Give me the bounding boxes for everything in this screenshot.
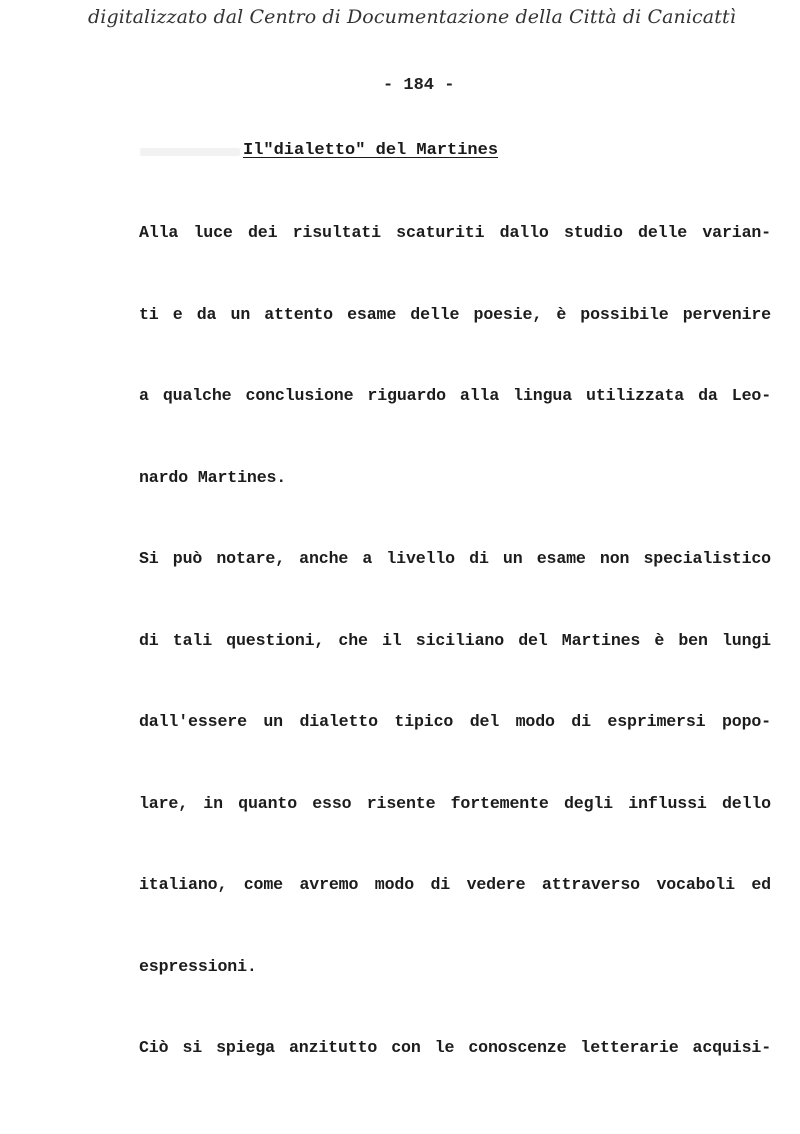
text-line-4: nardo Martines. (139, 468, 287, 487)
text-line-3: a qualche conclusione riguardo alla lingua utilizzata da Leo- (139, 386, 771, 405)
text-line-1: Alla luce dei risultati scaturiti dallo studio delle varian- (139, 223, 771, 242)
section-heading: Il"dialetto" del Martines (243, 141, 499, 160)
text-line-11: Ciò si spiega anzitutto con le conoscenze letterarie acquisi- (139, 1038, 771, 1057)
digitization-watermark: digitalizzato dal Centro di Documentazione della Città di Canicattì (88, 6, 736, 28)
text-line-7: dall'essere un dialetto tipico del modo di esprimersi popo- (139, 712, 771, 731)
page-number: - 184 - (383, 76, 455, 95)
text-line-2: ti e da un attento esame delle poesie, è possibile pervenire (139, 305, 771, 324)
text-line-8: lare, in quanto esso risente fortemente degli influssi dello (139, 794, 771, 813)
text-line-10: espressioni. (139, 957, 257, 976)
text-line-6: di tali questioni, che il siciliano del Martines è ben lungi (139, 631, 771, 650)
text-line-9: italiano, come avremo modo di vedere attraverso vocaboli ed (139, 875, 771, 894)
text-line-5: Si può notare, anche a livello di un esame non specialistico (139, 549, 771, 568)
scan-smudge (140, 148, 240, 156)
